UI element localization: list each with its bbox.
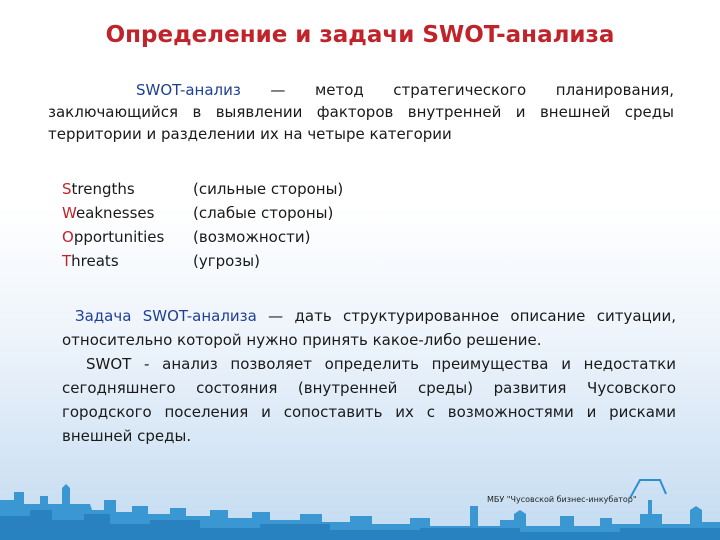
swot-term-rest: eaknesses [75, 204, 155, 222]
swot-term [62, 201, 193, 225]
swot-initial: O [62, 228, 74, 246]
swot-term [62, 225, 193, 249]
swot-term-rest: trengths [71, 180, 135, 198]
swot-meaning: (слабые стороны) [193, 204, 334, 222]
task-section [62, 304, 676, 448]
swot-meaning: (сильные стороны) [193, 180, 344, 198]
task-paragraph-2-text: SWOT - анализ позволяет определить преимущества и недостатки сегодняшнего состояния (внутренней среды) развития Чусовского городского поселения и сопоставить их с возможностями и рисками внешней среды. [62, 355, 676, 445]
definition-text: — метод стратегического планирования, заключающийся в выявлении факторов внутренней и внешней среды территории и разделении их на четыре категории [48, 81, 674, 143]
swot-initial: W [62, 204, 76, 222]
task-term: Задача SWOT-анализа [75, 307, 257, 325]
swot-row-strengths [62, 177, 343, 201]
definition-paragraph [48, 79, 674, 145]
task-paragraph-2 [62, 352, 676, 448]
swot-term [62, 249, 193, 273]
task-paragraph [62, 304, 676, 352]
swot-row-weaknesses [62, 201, 343, 225]
swot-term [62, 177, 193, 201]
swot-term-rest: hreats [71, 252, 119, 270]
footer-credit: МБУ "Чусовской бизнес-инкубатор" [487, 495, 637, 504]
swot-row-threats [62, 249, 343, 273]
task-text: — дать структурированное описание ситуации, относительно которой нужно принять какое-либо решение. [62, 307, 676, 349]
city-skyline-decoration [0, 470, 720, 540]
definition-term: SWOT-анализ [136, 81, 241, 99]
swot-meaning: (возможности) [193, 228, 311, 246]
swot-term-rest: pportunities [73, 228, 165, 246]
swot-meaning: (угрозы) [193, 252, 260, 270]
slide-title: Определение и задачи SWOT-анализа [105, 22, 615, 48]
swot-initial: T [62, 252, 72, 270]
swot-initial: S [62, 180, 72, 198]
swot-list [62, 177, 343, 273]
swot-row-opportunities [62, 225, 343, 249]
